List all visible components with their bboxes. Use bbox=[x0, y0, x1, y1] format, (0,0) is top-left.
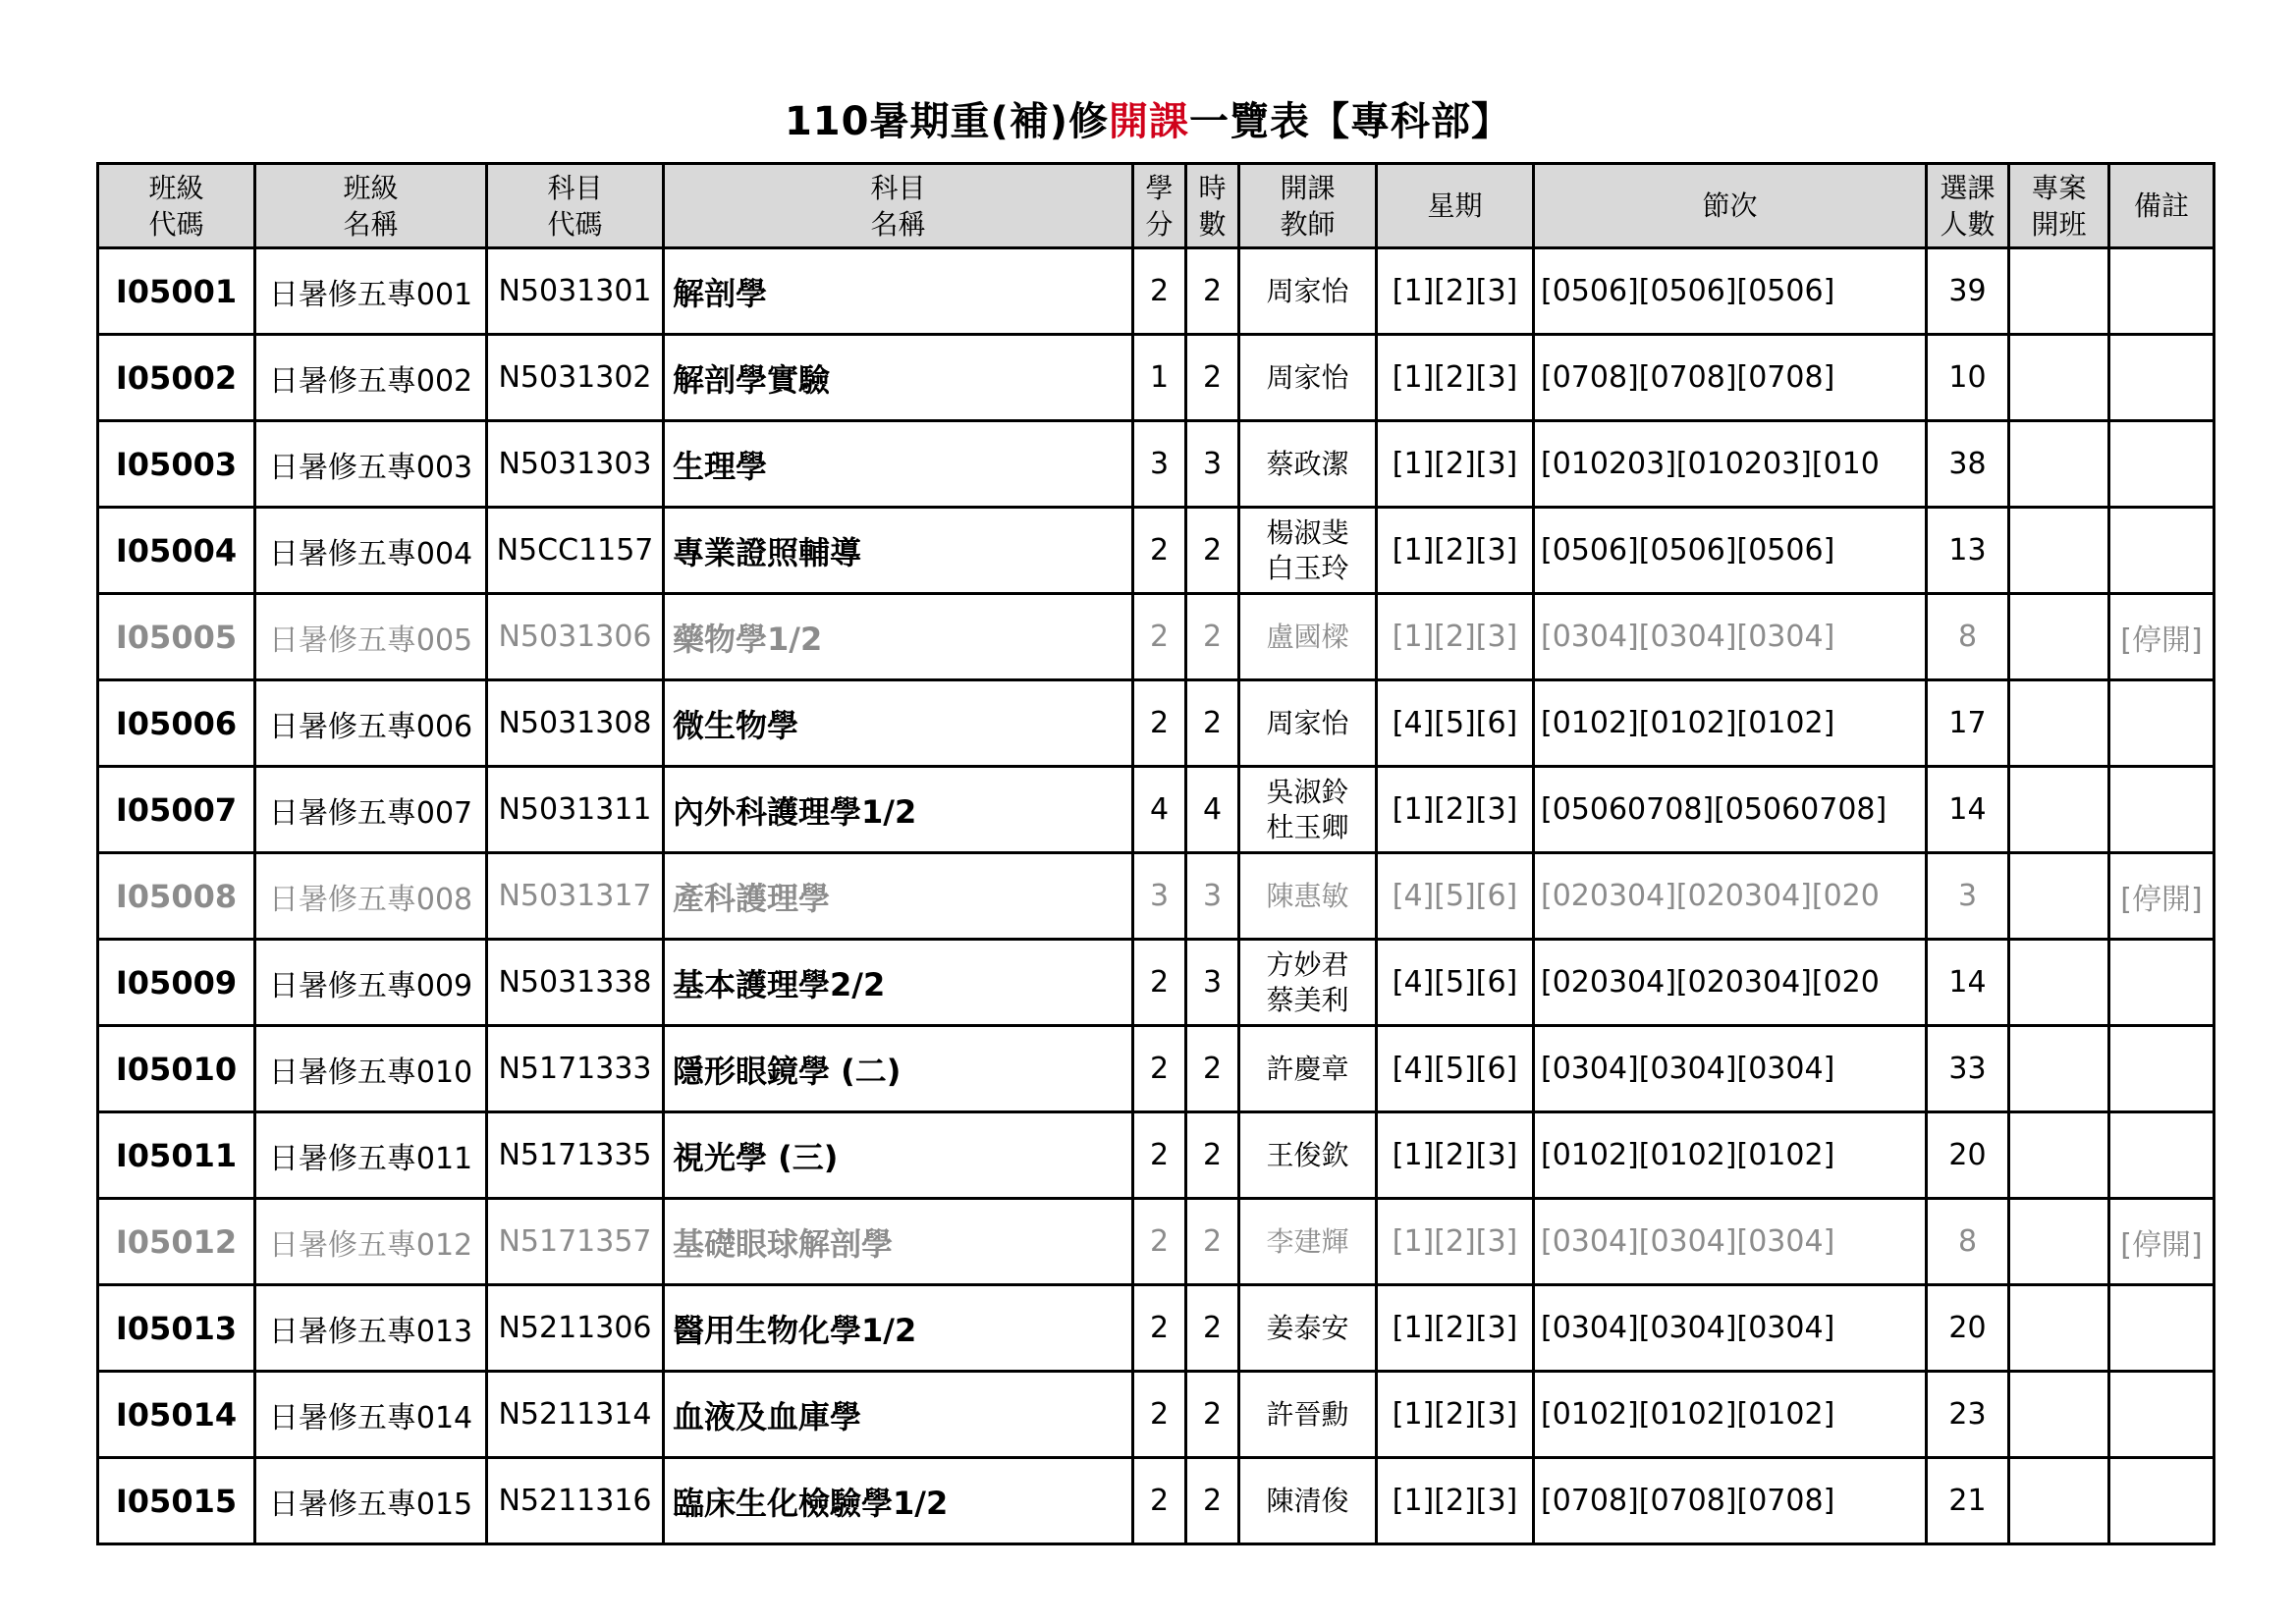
cell-subject-name: 醫用生物化學1/2 bbox=[664, 1285, 1133, 1372]
cell-subject-name: 藥物學1/2 bbox=[664, 594, 1133, 680]
teacher-name: 周家怡 bbox=[1266, 274, 1349, 307]
header-periods: 節次 bbox=[1534, 164, 1927, 248]
cell-enrolled: 38 bbox=[1927, 421, 2009, 508]
cell-subject-code: N5031303 bbox=[487, 421, 664, 508]
teacher-name: 白玉玲 bbox=[1266, 551, 1349, 584]
cell-subject-code: N5031317 bbox=[487, 853, 664, 940]
cell-class-name: 日暑修五專014 bbox=[255, 1372, 487, 1458]
cell-credits: 2 bbox=[1133, 1372, 1186, 1458]
cell-credits: 2 bbox=[1133, 940, 1186, 1026]
cell-weekday: [1][2][3] bbox=[1377, 248, 1534, 335]
cell-class-code: I05002 bbox=[98, 335, 255, 421]
cell-special bbox=[2009, 1285, 2109, 1372]
teacher-name: 杜玉卿 bbox=[1266, 810, 1349, 843]
cell-weekday: [4][5][6] bbox=[1377, 1026, 1534, 1112]
cell-subject-code: N5171333 bbox=[487, 1026, 664, 1112]
cell-subject-name: 視光學 (三) bbox=[664, 1112, 1133, 1199]
cell-teacher bbox=[1239, 853, 1377, 940]
cell-credits: 2 bbox=[1133, 508, 1186, 594]
cell-note bbox=[2109, 940, 2214, 1026]
cell-class-name: 日暑修五專002 bbox=[255, 335, 487, 421]
cell-subject-code: N5031338 bbox=[487, 940, 664, 1026]
header-subject-code: 科目 代碼 bbox=[487, 164, 664, 248]
cell-weekday: [1][2][3] bbox=[1377, 335, 1534, 421]
cell-periods: [0304][0304][0304] bbox=[1534, 1199, 1927, 1285]
cell-weekday: [1][2][3] bbox=[1377, 594, 1534, 680]
cell-class-name: 日暑修五專003 bbox=[255, 421, 487, 508]
teacher-name: 許慶章 bbox=[1266, 1052, 1349, 1085]
cell-class-code: I05015 bbox=[98, 1458, 255, 1544]
course-table bbox=[96, 162, 2215, 1545]
cell-weekday: [1][2][3] bbox=[1377, 421, 1534, 508]
title-part-1: 110暑期重(補)修 bbox=[784, 99, 1110, 144]
cell-special bbox=[2009, 680, 2109, 767]
cell-credits: 4 bbox=[1133, 767, 1186, 853]
cell-special bbox=[2009, 940, 2109, 1026]
cell-hours: 4 bbox=[1186, 767, 1239, 853]
cell-hours: 2 bbox=[1186, 1026, 1239, 1112]
cell-subject-code: N5031302 bbox=[487, 335, 664, 421]
cell-credits: 3 bbox=[1133, 853, 1186, 940]
cell-subject-code: N5CC1157 bbox=[487, 508, 664, 594]
cell-note bbox=[2109, 1112, 2214, 1199]
cell-class-code: I05007 bbox=[98, 767, 255, 853]
cell-enrolled: 17 bbox=[1927, 680, 2009, 767]
cell-teacher bbox=[1239, 1112, 1377, 1199]
cell-subject-code: N5211314 bbox=[487, 1372, 664, 1458]
cell-class-name: 日暑修五專008 bbox=[255, 853, 487, 940]
header-class-name: 班級 名稱 bbox=[255, 164, 487, 248]
cell-special bbox=[2009, 421, 2109, 508]
cell-enrolled: 8 bbox=[1927, 594, 2009, 680]
cell-class-code: I05001 bbox=[98, 248, 255, 335]
cell-special bbox=[2009, 1112, 2109, 1199]
cell-subject-name: 臨床生化檢驗學1/2 bbox=[664, 1458, 1133, 1544]
cell-enrolled: 20 bbox=[1927, 1285, 2009, 1372]
cell-class-name: 日暑修五專010 bbox=[255, 1026, 487, 1112]
cell-note bbox=[2109, 1372, 2214, 1458]
cell-class-name: 日暑修五專001 bbox=[255, 248, 487, 335]
cell-special bbox=[2009, 508, 2109, 594]
cell-hours: 3 bbox=[1186, 421, 1239, 508]
cell-subject-name: 內外科護理學1/2 bbox=[664, 767, 1133, 853]
cell-enrolled: 39 bbox=[1927, 248, 2009, 335]
page-title bbox=[0, 90, 2296, 146]
cell-teacher bbox=[1239, 680, 1377, 767]
cell-teacher bbox=[1239, 1026, 1377, 1112]
cell-note bbox=[2109, 421, 2214, 508]
header-class-code: 班級 代碼 bbox=[98, 164, 255, 248]
cell-special bbox=[2009, 1458, 2109, 1544]
cell-weekday: [4][5][6] bbox=[1377, 680, 1534, 767]
cell-class-name: 日暑修五專007 bbox=[255, 767, 487, 853]
table-row bbox=[98, 1026, 2214, 1112]
header-weekday: 星期 bbox=[1377, 164, 1534, 248]
cell-special bbox=[2009, 767, 2109, 853]
cell-periods: [0304][0304][0304] bbox=[1534, 1285, 1927, 1372]
cell-hours: 2 bbox=[1186, 1285, 1239, 1372]
cell-periods: [05060708][05060708] bbox=[1534, 767, 1927, 853]
cell-enrolled: 33 bbox=[1927, 1026, 2009, 1112]
cell-special bbox=[2009, 853, 2109, 940]
cell-teacher bbox=[1239, 508, 1377, 594]
header-note: 備註 bbox=[2109, 164, 2214, 248]
cell-class-code: I05008 bbox=[98, 853, 255, 940]
table-row bbox=[98, 680, 2214, 767]
cell-special bbox=[2009, 248, 2109, 335]
cell-periods: [020304][020304][020 bbox=[1534, 853, 1927, 940]
cell-credits: 2 bbox=[1133, 1112, 1186, 1199]
cell-teacher bbox=[1239, 940, 1377, 1026]
cell-subject-name: 專業證照輔導 bbox=[664, 508, 1133, 594]
cell-periods: [0304][0304][0304] bbox=[1534, 594, 1927, 680]
teacher-name: 蔡政潔 bbox=[1266, 447, 1349, 480]
teacher-name: 陳惠敏 bbox=[1266, 879, 1349, 912]
cell-hours: 2 bbox=[1186, 1372, 1239, 1458]
cell-credits: 2 bbox=[1133, 248, 1186, 335]
table-row bbox=[98, 940, 2214, 1026]
table-row bbox=[98, 1372, 2214, 1458]
cell-enrolled: 20 bbox=[1927, 1112, 2009, 1199]
cell-periods: [0304][0304][0304] bbox=[1534, 1026, 1927, 1112]
cell-class-name: 日暑修五專015 bbox=[255, 1458, 487, 1544]
teacher-name: 李建輝 bbox=[1266, 1224, 1349, 1258]
teacher-name: 盧國樑 bbox=[1266, 620, 1349, 653]
header-credits: 學 分 bbox=[1133, 164, 1186, 248]
cell-subject-code: N5031308 bbox=[487, 680, 664, 767]
cell-teacher bbox=[1239, 335, 1377, 421]
cell-hours: 2 bbox=[1186, 1458, 1239, 1544]
cell-enrolled: 13 bbox=[1927, 508, 2009, 594]
cell-subject-name: 隱形眼鏡學 (二) bbox=[664, 1026, 1133, 1112]
table-row bbox=[98, 594, 2214, 680]
cell-enrolled: 21 bbox=[1927, 1458, 2009, 1544]
cell-hours: 2 bbox=[1186, 248, 1239, 335]
cell-hours: 2 bbox=[1186, 680, 1239, 767]
teacher-name: 蔡美利 bbox=[1266, 983, 1349, 1016]
cell-weekday: [1][2][3] bbox=[1377, 1112, 1534, 1199]
cell-subject-name: 解剖學 bbox=[664, 248, 1133, 335]
cell-hours: 2 bbox=[1186, 1112, 1239, 1199]
header-enrolled: 選課 人數 bbox=[1927, 164, 2009, 248]
cell-periods: [0708][0708][0708] bbox=[1534, 1458, 1927, 1544]
teacher-name: 姜泰安 bbox=[1266, 1311, 1349, 1344]
cell-credits: 3 bbox=[1133, 421, 1186, 508]
cell-note bbox=[2109, 767, 2214, 853]
cell-special bbox=[2009, 1372, 2109, 1458]
cell-note bbox=[2109, 1458, 2214, 1544]
cell-teacher bbox=[1239, 1285, 1377, 1372]
cell-class-code: I05010 bbox=[98, 1026, 255, 1112]
cell-class-name: 日暑修五專004 bbox=[255, 508, 487, 594]
cell-weekday: [1][2][3] bbox=[1377, 1285, 1534, 1372]
cell-enrolled: 3 bbox=[1927, 853, 2009, 940]
cell-subject-name: 基本護理學2/2 bbox=[664, 940, 1133, 1026]
cell-class-code: I05005 bbox=[98, 594, 255, 680]
cell-hours: 3 bbox=[1186, 853, 1239, 940]
cell-subject-code: N5211306 bbox=[487, 1285, 664, 1372]
table-row bbox=[98, 1285, 2214, 1372]
cell-teacher bbox=[1239, 421, 1377, 508]
table-row bbox=[98, 1458, 2214, 1544]
cell-weekday: [4][5][6] bbox=[1377, 940, 1534, 1026]
cell-periods: [0102][0102][0102] bbox=[1534, 1372, 1927, 1458]
cell-special bbox=[2009, 335, 2109, 421]
cell-enrolled: 14 bbox=[1927, 767, 2009, 853]
header-hours: 時 數 bbox=[1186, 164, 1239, 248]
cell-weekday: [1][2][3] bbox=[1377, 1458, 1534, 1544]
cell-enrolled: 23 bbox=[1927, 1372, 2009, 1458]
cell-note bbox=[2109, 508, 2214, 594]
cell-periods: [0708][0708][0708] bbox=[1534, 335, 1927, 421]
cell-class-name: 日暑修五專009 bbox=[255, 940, 487, 1026]
cell-note bbox=[2109, 248, 2214, 335]
cell-class-code: I05014 bbox=[98, 1372, 255, 1458]
teacher-name: 周家怡 bbox=[1266, 360, 1349, 394]
teacher-name: 王俊欽 bbox=[1266, 1138, 1349, 1171]
cell-subject-code: N5031311 bbox=[487, 767, 664, 853]
cell-hours: 3 bbox=[1186, 940, 1239, 1026]
cell-subject-name: 微生物學 bbox=[664, 680, 1133, 767]
cell-teacher bbox=[1239, 1372, 1377, 1458]
cell-hours: 2 bbox=[1186, 508, 1239, 594]
cell-class-code: I05004 bbox=[98, 508, 255, 594]
cell-teacher bbox=[1239, 248, 1377, 335]
table-row bbox=[98, 1112, 2214, 1199]
table-row bbox=[98, 767, 2214, 853]
cell-weekday: [1][2][3] bbox=[1377, 1199, 1534, 1285]
cell-enrolled: 14 bbox=[1927, 940, 2009, 1026]
cell-weekday: [1][2][3] bbox=[1377, 1372, 1534, 1458]
cell-class-code: I05012 bbox=[98, 1199, 255, 1285]
cell-periods: [0102][0102][0102] bbox=[1534, 1112, 1927, 1199]
table-body bbox=[98, 248, 2214, 1544]
cell-periods: [0506][0506][0506] bbox=[1534, 248, 1927, 335]
teacher-name: 許晉勳 bbox=[1266, 1397, 1349, 1431]
cell-note bbox=[2109, 680, 2214, 767]
cell-periods: [020304][020304][020 bbox=[1534, 940, 1927, 1026]
cell-note bbox=[2109, 1285, 2214, 1372]
cell-note bbox=[2109, 1026, 2214, 1112]
cell-hours: 2 bbox=[1186, 335, 1239, 421]
cell-special bbox=[2009, 1199, 2109, 1285]
cell-subject-code: N5031301 bbox=[487, 248, 664, 335]
cell-teacher bbox=[1239, 594, 1377, 680]
cell-hours: 2 bbox=[1186, 594, 1239, 680]
table-row bbox=[98, 853, 2214, 940]
cell-credits: 2 bbox=[1133, 1458, 1186, 1544]
cell-credits: 2 bbox=[1133, 1026, 1186, 1112]
cell-subject-code: N5211316 bbox=[487, 1458, 664, 1544]
table-row bbox=[98, 335, 2214, 421]
cell-weekday: [4][5][6] bbox=[1377, 853, 1534, 940]
cell-special bbox=[2009, 1026, 2109, 1112]
cell-periods: [0102][0102][0102] bbox=[1534, 680, 1927, 767]
cell-class-name: 日暑修五專005 bbox=[255, 594, 487, 680]
cell-credits: 1 bbox=[1133, 335, 1186, 421]
cell-teacher bbox=[1239, 1458, 1377, 1544]
cell-class-name: 日暑修五專013 bbox=[255, 1285, 487, 1372]
cell-subject-name: 血液及血庫學 bbox=[664, 1372, 1133, 1458]
cell-class-code: I05009 bbox=[98, 940, 255, 1026]
cell-subject-code: N5171357 bbox=[487, 1199, 664, 1285]
teacher-name: 周家怡 bbox=[1266, 706, 1349, 739]
cell-subject-name: 解剖學實驗 bbox=[664, 335, 1133, 421]
cell-class-code: I05013 bbox=[98, 1285, 255, 1372]
table-row bbox=[98, 1199, 2214, 1285]
title-part-3: 一覽表【專科部】 bbox=[1189, 99, 1512, 144]
cell-special bbox=[2009, 594, 2109, 680]
header-teacher: 開課 教師 bbox=[1239, 164, 1377, 248]
title-part-2: 開課 bbox=[1109, 99, 1190, 144]
cell-subject-name: 基礎眼球解剖學 bbox=[664, 1199, 1133, 1285]
cell-enrolled: 8 bbox=[1927, 1199, 2009, 1285]
cell-class-name: 日暑修五專006 bbox=[255, 680, 487, 767]
cell-enrolled: 10 bbox=[1927, 335, 2009, 421]
header-subject-name: 科目 名稱 bbox=[664, 164, 1133, 248]
cell-credits: 2 bbox=[1133, 680, 1186, 767]
cell-hours: 2 bbox=[1186, 1199, 1239, 1285]
table-row bbox=[98, 421, 2214, 508]
cell-note: [停開] bbox=[2109, 594, 2214, 680]
teacher-name: 方妙君 bbox=[1266, 947, 1349, 981]
teacher-name: 楊淑斐 bbox=[1266, 515, 1349, 549]
cell-weekday: [1][2][3] bbox=[1377, 767, 1534, 853]
cell-class-code: I05011 bbox=[98, 1112, 255, 1199]
cell-subject-code: N5171335 bbox=[487, 1112, 664, 1199]
cell-periods: [010203][010203][010 bbox=[1534, 421, 1927, 508]
cell-credits: 2 bbox=[1133, 1199, 1186, 1285]
teacher-name: 陳清俊 bbox=[1266, 1484, 1349, 1517]
cell-teacher bbox=[1239, 767, 1377, 853]
cell-class-name: 日暑修五專012 bbox=[255, 1199, 487, 1285]
teacher-name: 吳淑鈴 bbox=[1266, 775, 1349, 808]
table-row bbox=[98, 508, 2214, 594]
header-row bbox=[98, 164, 2214, 248]
table-row bbox=[98, 248, 2214, 335]
cell-note bbox=[2109, 335, 2214, 421]
cell-credits: 2 bbox=[1133, 594, 1186, 680]
cell-teacher bbox=[1239, 1199, 1377, 1285]
cell-note: [停開] bbox=[2109, 853, 2214, 940]
cell-subject-name: 產科護理學 bbox=[664, 853, 1133, 940]
cell-subject-name: 生理學 bbox=[664, 421, 1133, 508]
cell-credits: 2 bbox=[1133, 1285, 1186, 1372]
cell-class-code: I05006 bbox=[98, 680, 255, 767]
cell-weekday: [1][2][3] bbox=[1377, 508, 1534, 594]
cell-class-code: I05003 bbox=[98, 421, 255, 508]
header-special: 專案 開班 bbox=[2009, 164, 2109, 248]
cell-note: [停開] bbox=[2109, 1199, 2214, 1285]
cell-class-name: 日暑修五專011 bbox=[255, 1112, 487, 1199]
cell-subject-code: N5031306 bbox=[487, 594, 664, 680]
cell-periods: [0506][0506][0506] bbox=[1534, 508, 1927, 594]
